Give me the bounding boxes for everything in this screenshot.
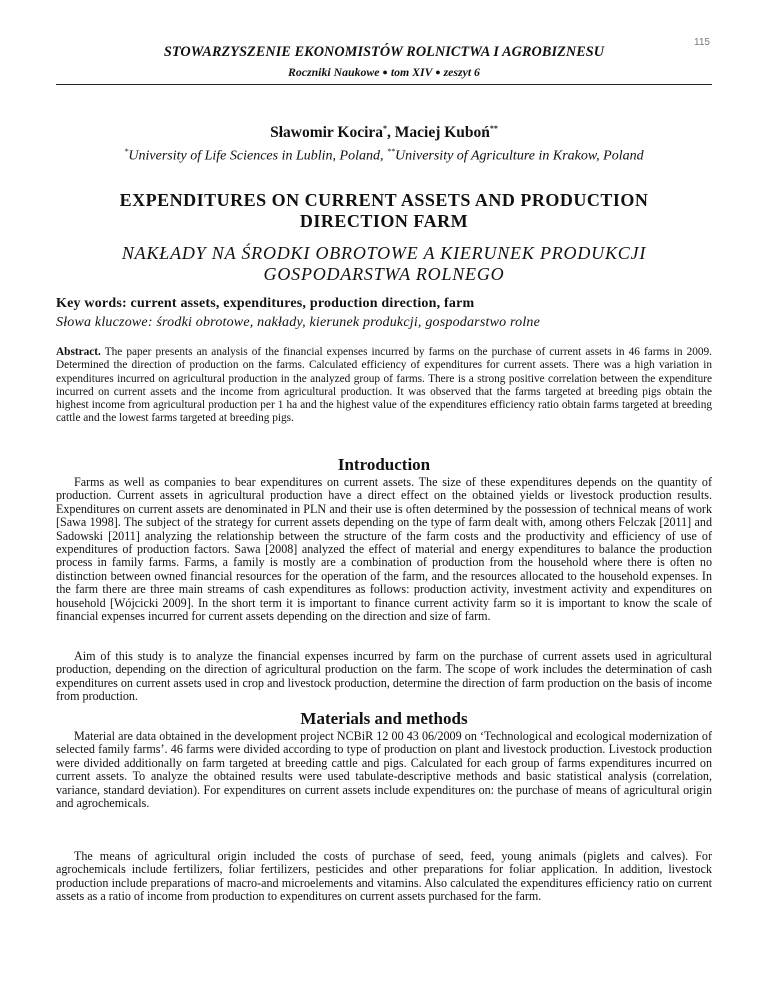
- paragraph: Material are data obtained in the development project NCBiR 12 00 43 06/2009 on ‘Technological and ecological modernization of selected family farms’. 46 farms were divided according to type of production on plant and livestock production. Livestock production were divided additionally on farm targeted at breeding cattle and pigs. Calculated for each group of farms expenditures incurred on current assets. To analyze the obtained results were used tabulate-descriptive methods and basic statistical analysis (correlation, variance, standard deviation). For expenditures on current assets include expenditures on: the purchase of means of agricultural origin and agrochemicals.: [56, 729, 712, 811]
- affiliations-line: [56, 147, 712, 165]
- bullet-separator: ●: [435, 67, 441, 77]
- affiliation-mark: *: [124, 147, 129, 156]
- abstract-text: The paper presents an analysis of the financial expenses incurred by farms on the purchase of current assets in 46 farms in 2009. Determined the direction of production on the farms. Calculated efficiency of expenditures for current assets. There was a high variation in expenditures incurred on agricultural production in the analyzed group of farms. There is a strong positive correlation between the expenditure incurred on current assets and the income from agricultural production. It was observed that the farms targeted at breeding pigs obtain the highest income from agricultural production per 1 ha and the highest value of the expenditures efficiency ratio obtain farms targeted at breeding cattle and the lowest farms targeted at breeding pigs.: [56, 346, 712, 425]
- abstract: [56, 346, 712, 426]
- page-corner-mark: 115: [694, 37, 710, 48]
- affiliation-mark: **: [386, 147, 395, 156]
- author-name: Maciej Kuboń: [394, 124, 490, 142]
- paragraph: The means of agricultural origin included the costs of purchase of seed, feed, young animals (piglets and calves). For agrochemicals include fertilizers, foliar fertilizers, pesticides and other preparations for foliar application. In addition, livestock production include preparations of macro-and microelements and vitamins. Also calculated the expenditures efficiency ratio on current assets as a ratio of income from production to expenditures on current assets purchased for the farm.: [56, 849, 712, 904]
- section-heading-introduction: Introduction: [337, 455, 431, 474]
- title-line: EXPENDITURES ON CURRENT ASSETS AND PRODUCTION: [119, 190, 649, 210]
- header-rule: [56, 84, 712, 85]
- author-separator: ,: [387, 124, 395, 142]
- keywords-polish: Słowa kluczowe: środki obrotowe, nakłady, kierunek produkcji, gospodarstwo rolne: [56, 315, 541, 330]
- affiliation: University of Life Sciences in Lublin, Poland,: [128, 148, 387, 164]
- journal-issue: zeszyt 6: [443, 65, 480, 79]
- affiliation: University of Agriculture in Krakow, Poland: [394, 148, 644, 164]
- abstract-label: Abstract.: [56, 346, 101, 358]
- author-name: Sławomir Kocira: [270, 124, 384, 142]
- author-mark: **: [489, 124, 498, 133]
- paragraph: Farms as well as companies to bear expenditures on current assets. The size of these expenditures depends on the quantity of production. Current assets in agricultural production have a direct effect on the obtained yields or livestock production results. Expenditures on current assets are denominated in PLN and their use is often determined by the possession of technical means of work [Sawa 1998]. The subject of the strategy for current assets depending on the type of farm dealt with, among others Felczak [2011] and Sadowski [2011] analyzing the relationship between the structure of the farm costs and the productivity and efficiency of use of expenditures of production factors. Sawa [2008] analyzed the effect of material and energy expenditures to balance the production process in family farms. Farms, a family is mostly are a combination of production from the household where there is often no distinction between owned financial resources for the operation of the farm, and the resources allocated to the household expenses. In the farm there are three main streams of cash expenditures as follows: production activity, investment activity and expenditures on household [Wójcicki 2009]. In the short term it is important to finance current activity farm so it is important to know the scale of financial expenses incurred for current assets depending on the direction and size of farm.: [56, 475, 712, 624]
- authors-line: [56, 124, 712, 142]
- author-mark: *: [383, 124, 388, 133]
- paragraph: Aim of this study is to analyze the financial expenses incurred by farm on the purchase of current assets used in agricultural production, depending on the direction of agricultural production on the farm. The scope of work includes the determination of cash expenditures on current assets used in crop and livestock production, determine the direction of farm production on the basis of income from production.: [56, 649, 712, 704]
- paper-title-polish: [70, 243, 698, 285]
- paper-title-english: [70, 190, 698, 232]
- title-line: DIRECTION FARM: [299, 211, 469, 231]
- keywords-english: Key words: current assets, expenditures, production direction, farm: [56, 296, 475, 311]
- bullet-separator: ●: [382, 67, 388, 77]
- title-line: GOSPODARSTWA ROLNEGO: [263, 264, 505, 284]
- section-heading-materials: Materials and methods: [300, 709, 468, 728]
- title-line: NAKŁADY NA ŚRODKI OBROTOWE A KIERUNEK PRODUKCJI: [121, 243, 647, 263]
- journal-line: [56, 65, 712, 80]
- association-header: STOWARZYSZENIE EKONOMISTÓW ROLNICTWA I AGROBIZNESU: [163, 44, 605, 60]
- journal-volume: tom XIV: [390, 65, 433, 79]
- journal-name: Roczniki Naukowe: [288, 65, 380, 79]
